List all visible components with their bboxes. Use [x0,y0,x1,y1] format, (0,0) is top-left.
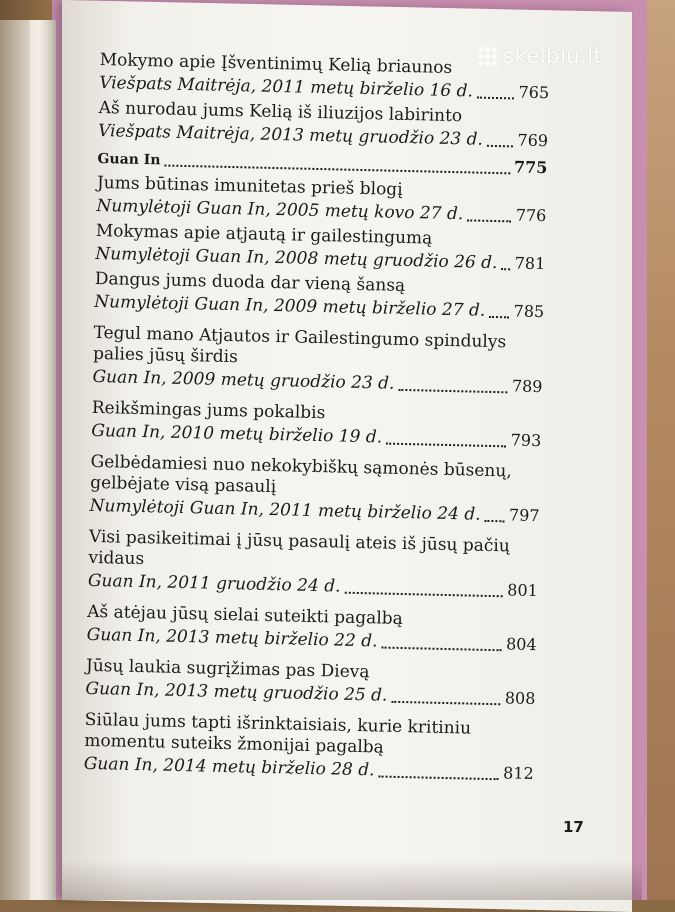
toc-entry [85,656,536,711]
entry-author: Guan In, 2014 metų birželio 28 d. [83,753,375,781]
entry-page: 765 [518,82,550,103]
toc-entry [88,527,539,603]
page-number: 17 [563,818,584,836]
toc-entry [98,98,549,153]
entry-title: Dangus jums duoda dar vieną šansą [94,268,406,296]
section-title: Guan In [97,150,161,169]
entry-author: Guan In, 2009 metų gruodžio 23 d. [92,366,395,394]
watermark-logo-icon [478,47,497,66]
toc-entry [95,221,546,276]
dot-leader [164,164,510,174]
dot-leader [398,389,508,393]
entry-title: Aš atėjau jūsų sielai suteikti pagalbą [87,601,403,630]
entry-title: Gelbėdamiesi nuo nekokybiškų sąmonės būsenų, gelbėjate visą pasaulį [89,451,512,498]
toc-entry [94,269,545,324]
watermark-text: skelbiu.lt [503,44,603,68]
entry-page: 804 [505,634,537,655]
entry-title: Mokymo apie Įšventinimų Kelią briaunos [99,50,453,78]
entry-title: Aš nurodau jums Kelią iš iliuzijos labirinto [98,97,463,127]
entry-page: 793 [510,430,542,451]
toc-entry [89,452,540,528]
entry-title: Jums būtinas imunitetas prieš blogį [96,172,403,200]
dot-leader [391,701,501,705]
entry-page: 808 [504,688,536,709]
dot-leader [501,268,510,270]
dot-leader [489,316,509,318]
entry-author: Numylėtoji Guan In, 2009 metų birželio 27 d. [94,291,486,321]
toc-entry [91,398,542,453]
table-of-contents [84,50,550,786]
section-page: 775 [513,157,548,178]
entry-title: Siūlau jums tapti išrinktaisiais, kurie kritiniu momentu suteiks žmonijai pagalbą [84,709,472,758]
entry-author: Guan In, 2010 metų birželio 19 d. [91,420,383,448]
dot-leader [386,443,507,448]
dot-leader [381,647,502,652]
entry-page: 812 [502,763,534,784]
entry-title: Tegul mano Atjautos ir Gailestingumo spindulys palies jūsų širdis [92,322,507,368]
entry-author: Numylėtoji Guan In, 2005 metų kovo 27 d. [96,195,464,225]
entry-author: Viešpats Maitrėja, 2013 metų gruodžio 23 d. [97,120,484,150]
dot-leader [487,145,514,148]
toc-entry [92,323,543,399]
dot-leader [467,219,512,222]
entry-page: 801 [507,580,539,601]
entry-author: Guan In, 2013 metų birželio 22 d. [86,624,378,652]
entry-author: Guan In, 2013 metų gruodžio 25 d. [85,678,388,706]
toc-entry [86,602,537,657]
entry-page: 776 [515,205,547,226]
entry-page: 789 [511,376,543,397]
entry-title: Jūsų laukia sugrįžimas pas Dievą [85,655,370,683]
dot-leader [484,520,504,522]
entry-page: 781 [514,253,546,274]
dot-leader [477,97,515,100]
entry-title: Reikšmingas jums pokalbis [91,397,326,424]
entry-title: Visi pasikeitimai į jūsų pasaulį ateis iš jūsų pačių vidaus [88,526,511,570]
entry-title: Mokymas apie atjautą ir gailestingumą [95,220,433,249]
entry-author: Numylėtoji Guan In, 2008 metų gruodžio 26 d. [95,243,498,274]
left-page-edge [0,20,30,900]
entry-page: 769 [517,130,549,151]
dot-leader [378,776,499,781]
entry-author: Viešpats Maitrėja, 2011 metų birželio 16 d. [99,72,474,102]
dot-leader [344,592,503,598]
watermark [478,44,602,68]
entry-page: 785 [513,301,545,322]
entry-author: Guan In, 2011 gruodžio 24 d. [87,570,341,597]
page-shadow [62,860,642,900]
toc-entry [84,710,535,786]
entry-author: Numylėtoji Guan In, 2011 metų birželio 24 d. [89,495,481,525]
toc-entry [96,173,547,228]
entry-page: 797 [508,505,540,526]
